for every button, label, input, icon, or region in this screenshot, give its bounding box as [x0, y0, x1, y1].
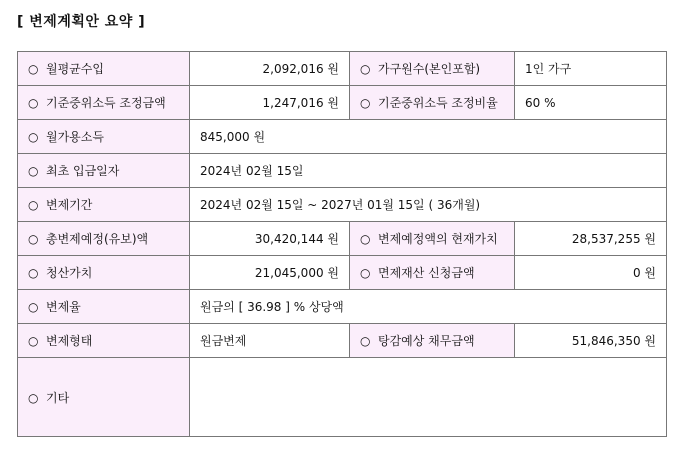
household-size-value: 1인 가구: [515, 52, 667, 86]
expected-debt-forgiveness-label: [350, 324, 515, 358]
label-text: 변제예정액의 현재가치: [378, 232, 498, 246]
label-text: 탕감예상 채무금액: [378, 334, 475, 348]
liquidation-value-value: 21,045,000 원: [190, 256, 350, 290]
table-row: [18, 222, 667, 256]
median-income-adjusted-amount-label: [18, 86, 190, 120]
table-row: [18, 358, 667, 437]
label-text: 기타: [46, 390, 70, 405]
repayment-type-label: [18, 324, 190, 358]
other-label: [18, 358, 190, 437]
monthly-income-label: [18, 52, 190, 86]
circle-bullet-icon: ○: [28, 198, 39, 212]
circle-bullet-icon: ○: [28, 232, 39, 246]
label-text: 변제형태: [46, 334, 93, 348]
repayment-rate-label: [18, 290, 190, 324]
expected-debt-forgiveness-value: 51,846,350 원: [515, 324, 667, 358]
circle-bullet-icon: ○: [360, 62, 371, 76]
median-income-adjusted-ratio-label: [350, 86, 515, 120]
repayment-plan-summary-table: [17, 51, 667, 437]
repayment-type-value: 원금변제: [190, 324, 350, 358]
label-text: 기준중위소득 조정비율: [378, 96, 498, 110]
table-row: [18, 290, 667, 324]
label-text: 청산가치: [46, 266, 93, 280]
monthly-income-value: 2,092,016 원: [190, 52, 350, 86]
label-text: 변제율: [46, 300, 81, 314]
circle-bullet-icon: ○: [28, 62, 39, 76]
label-text: 총변제예정(유보)액: [46, 232, 149, 246]
label-text: 최초 입금일자: [46, 164, 120, 178]
repayment-period-label: [18, 188, 190, 222]
total-planned-repayment-label: [18, 222, 190, 256]
label-text: 가구원수(본인포함): [378, 62, 481, 76]
circle-bullet-icon: ○: [28, 390, 39, 405]
table-row: [18, 52, 667, 86]
total-planned-repayment-value: 30,420,144 원: [190, 222, 350, 256]
label-text: 월평균수입: [46, 62, 104, 76]
label-text: 월가용소득: [46, 130, 104, 144]
liquidation-value-label: [18, 256, 190, 290]
exempt-property-amount-value: 0 원: [515, 256, 667, 290]
circle-bullet-icon: ○: [28, 164, 39, 178]
present-value-label: [350, 222, 515, 256]
circle-bullet-icon: ○: [360, 96, 371, 110]
first-payment-date-label: [18, 154, 190, 188]
page-title: [ 변제계획안 요약 ]: [17, 14, 146, 30]
circle-bullet-icon: ○: [28, 130, 39, 144]
table-row: [18, 120, 667, 154]
median-income-adjusted-amount-value: 1,247,016 원: [190, 86, 350, 120]
circle-bullet-icon: ○: [28, 96, 39, 110]
circle-bullet-icon: ○: [28, 334, 39, 348]
other-value: [190, 358, 667, 437]
label-text: 변제기간: [46, 198, 93, 212]
circle-bullet-icon: ○: [360, 232, 371, 246]
monthly-disposable-income-label: [18, 120, 190, 154]
circle-bullet-icon: ○: [28, 300, 39, 314]
repayment-period-value: 2024년 02월 15일 ~ 2027년 01월 15일 ( 36개월): [190, 188, 667, 222]
table-row: [18, 154, 667, 188]
table-row: [18, 86, 667, 120]
table-row: [18, 256, 667, 290]
circle-bullet-icon: ○: [28, 266, 39, 280]
circle-bullet-icon: ○: [360, 266, 371, 280]
repayment-rate-value: 원금의 [ 36.98 ] % 상당액: [190, 290, 667, 324]
table-row: [18, 188, 667, 222]
monthly-disposable-income-value: 845,000 원: [190, 120, 667, 154]
household-size-label: [350, 52, 515, 86]
median-income-adjusted-ratio-value: 60 %: [515, 86, 667, 120]
present-value-value: 28,537,255 원: [515, 222, 667, 256]
circle-bullet-icon: ○: [360, 334, 371, 348]
exempt-property-amount-label: [350, 256, 515, 290]
first-payment-date-value: 2024년 02월 15일: [190, 154, 667, 188]
table-row: [18, 324, 667, 358]
label-text: 기준중위소득 조정금액: [46, 96, 166, 110]
label-text: 면제재산 신청금액: [378, 266, 475, 280]
